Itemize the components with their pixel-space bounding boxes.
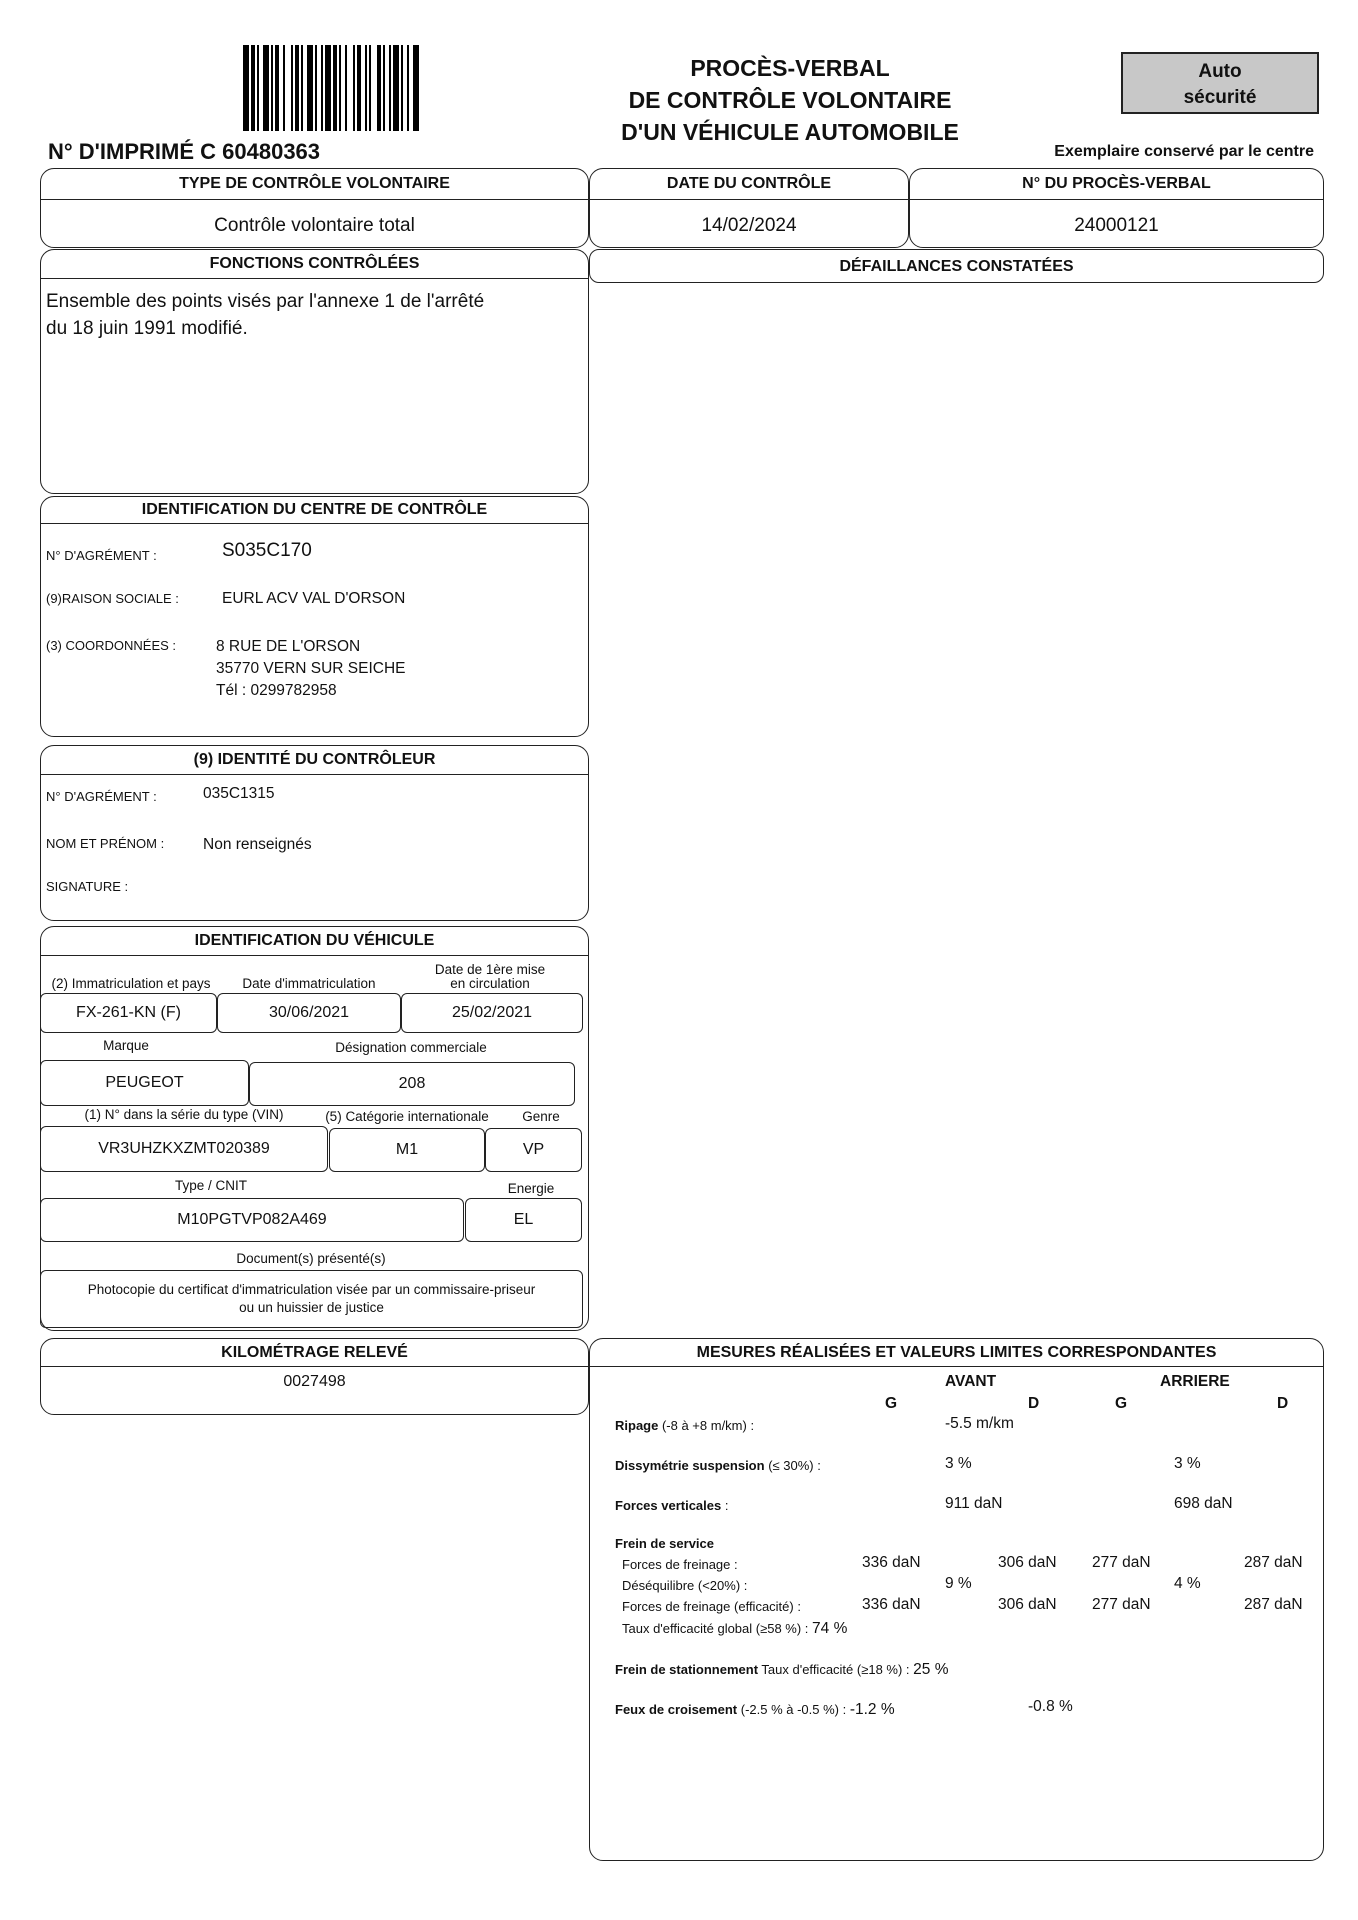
barcode-bar [283,45,285,131]
forces-v-label: Forces verticales [615,1498,722,1513]
genre-value: VP [485,1128,582,1172]
first-circ-label-2: en circulation [450,976,530,991]
ff-avant-d: 306 daN [998,1554,1057,1571]
feux-row [615,1701,895,1719]
avant-g-header: G [885,1395,898,1412]
docs-value [40,1270,583,1328]
barcode-bar [251,45,255,131]
dissym-row [615,1458,821,1473]
date-immat-label: Date d'immatriculation [242,976,376,991]
first-circ-label [400,963,580,991]
ripage-label: Ripage [615,1418,659,1433]
barcode-bar [321,45,323,131]
ff-avant-g: 336 daN [862,1554,921,1571]
title-line-2: DE CONTRÔLE VOLONTAIRE [628,87,952,113]
ripage-value: -5.5 m/km [945,1415,1014,1432]
control-date-header: DATE DU CONTRÔLE [590,169,908,200]
controller-agrement-value: 035C1315 [203,785,275,802]
center-box [40,496,589,737]
ff-arriere-d: 287 daN [1244,1554,1303,1571]
ripage-row [615,1418,754,1433]
ffe-avant-d: 306 daN [998,1596,1057,1613]
first-circ-value: 25/02/2021 [401,993,583,1033]
type-cnit-label: Type / CNIT [174,1178,247,1193]
ffe-arriere-g: 277 daN [1092,1596,1151,1613]
first-circ-label-1: Date de 1ère mise [434,962,546,977]
barcode-bar [263,45,269,131]
barcode-bar [401,45,403,131]
center-coord-line-2: 35770 VERN SUR SEICHE [216,660,406,677]
center-agrement-value: S035C170 [222,540,312,561]
arriere-header: ARRIERE [1160,1373,1230,1390]
brand-box [1121,52,1319,114]
pv-number-box [909,168,1324,248]
taux-row [622,1620,847,1638]
barcode-bar [339,45,341,131]
mileage-box [40,1338,589,1415]
vehicle-box [40,926,589,1331]
functions-text [46,288,484,342]
genre-label: Genre [522,1109,560,1124]
deseq-arriere: 4 % [1174,1575,1201,1592]
stationnement-label: Frein de stationnement [615,1662,759,1677]
measures-header: MESURES RÉALISÉES ET VALEURS LIMITES CORRESPONDANTES [590,1339,1323,1367]
barcode-bar [377,45,381,131]
brand-line-1: Auto [1198,61,1242,82]
barcode-bar [315,45,317,131]
barcode-bar [345,45,347,131]
dissym-avant: 3 % [945,1455,972,1472]
arriere-g-header: G [1115,1395,1128,1412]
mileage-value: 0027498 [283,1373,346,1390]
categorie-value: M1 [329,1128,485,1172]
barcode-bar [393,45,399,131]
marque-value: PEUGEOT [40,1060,249,1106]
center-coord-label: (3) COORDONNÉES : [46,638,177,653]
vehicle-header: IDENTIFICATION DU VÉHICULE [41,927,588,956]
energie-value: EL [465,1198,582,1242]
stationnement-row [615,1661,949,1679]
copy-note: Exemplaire conservé par le centre [1054,143,1314,160]
center-coord-line-1: 8 RUE DE L'ORSON [216,638,361,655]
brand-line-2: sécurité [1183,87,1257,108]
stationnement-value: 25 % [913,1661,949,1678]
controller-header: (9) IDENTITÉ DU CONTRÔLEUR [41,746,588,775]
barcode-bar [369,45,371,131]
barcode-bar [275,45,279,131]
barcode-bar [365,45,367,131]
ff-label: Forces de freinage : [622,1557,738,1572]
energie-label: Energie [507,1181,555,1196]
arriere-d-header: D [1277,1395,1289,1412]
forces-v-limit: : [724,1498,729,1513]
barcode-bar [291,45,293,131]
control-type-box [40,168,589,248]
barcode-bar [271,45,273,131]
ffe-label: Forces de freinage (efficacité) : [622,1599,801,1614]
ff-arriere-g: 277 daN [1092,1554,1151,1571]
forces-v-avant: 911 daN [945,1495,1003,1512]
ffe-arriere-d: 287 daN [1244,1596,1303,1613]
taux-label: Taux d'efficacité global (≥58 %) : [622,1621,809,1636]
barcode-bar [325,45,331,131]
stationnement-limit: Taux d'efficacité (≥18 %) : [761,1662,910,1677]
center-raison-value: EURL ACV VAL D'ORSON [222,590,406,607]
feux-label: Feux de croisement [615,1702,738,1717]
date-immat-value: 30/06/2021 [217,993,401,1033]
barcode-bar [357,45,361,131]
immat-value: FX-261-KN (F) [40,993,217,1033]
measures-box [589,1338,1324,1861]
designation-label: Désignation commerciale [335,1040,487,1055]
controller-name-label: NOM ET PRÉNOM : [46,836,165,851]
title-line-3: D'UN VÉHICULE AUTOMOBILE [621,119,959,145]
feux-limit: (-2.5 % à -0.5 %) : [740,1702,847,1717]
center-agrement-label: N° D'AGRÉMENT : [46,548,157,563]
docs-line-1: Photocopie du certificat d'immatriculation visée par un commissaire-priseur [87,1282,536,1297]
designation-value: 208 [249,1062,575,1106]
functions-line-2: du 18 juin 1991 modifié. [46,318,248,339]
barcode-bar [307,45,313,131]
barcode-bar [353,45,355,131]
center-header: IDENTIFICATION DU CENTRE DE CONTRÔLE [41,497,588,524]
functions-box [40,249,589,494]
docs-label: Document(s) présenté(s) [236,1251,386,1266]
feux-d: -0.8 % [1028,1698,1073,1715]
avant-header: AVANT [945,1373,997,1390]
controller-name-value: Non renseignés [203,836,312,853]
barcode [243,45,465,131]
pv-number-value: 24000121 [1074,215,1159,236]
mileage-header: KILOMÉTRAGE RELEVÉ [41,1339,588,1367]
defects-header: DÉFAILLANCES CONSTATÉES [839,258,1074,275]
control-type-value: Contrôle volontaire total [214,215,415,236]
barcode-bar [333,45,337,131]
marque-label: Marque [103,1038,149,1053]
defects-box [589,249,1324,283]
barcode-bar [301,45,303,131]
deseq-avant: 9 % [945,1575,972,1592]
controller-signature-label: SIGNATURE : [46,879,129,894]
title-line-1: PROCÈS-VERBAL [690,55,890,81]
controller-box [40,745,589,921]
barcode-bar [413,45,419,131]
dissym-limit: (≤ 30%) : [768,1458,821,1473]
document-title [590,52,990,148]
functions-line-1: Ensemble des points visés par l'annexe 1 de l'arrêté [46,291,485,312]
functions-header: FONCTIONS CONTRÔLÉES [41,250,588,279]
vin-value: VR3UHZKXZMT020389 [40,1126,328,1172]
barcode-bar [243,45,249,131]
barcode-bar [295,45,299,131]
immat-label: (2) Immatriculation et pays [51,976,211,991]
docs-line-2: ou un huissier de justice [239,1300,384,1315]
forces-v-row [615,1498,728,1513]
barcode-bar [383,45,385,131]
dissym-arriere: 3 % [1174,1455,1201,1472]
print-number: N° D'IMPRIMÉ C 60480363 [48,139,321,164]
categorie-label: (5) Catégorie internationale [325,1109,489,1124]
vin-label: (1) N° dans la série du type (VIN) [84,1107,284,1122]
control-type-header: TYPE DE CONTRÔLE VOLONTAIRE [41,169,588,200]
taux-value: 74 % [812,1620,848,1637]
controller-agrement-label: N° D'AGRÉMENT : [46,789,157,804]
pv-number-header: N° DU PROCÈS-VERBAL [910,169,1323,200]
center-coord-line-3: Tél : 0299782958 [216,682,337,699]
ripage-limit: (-8 à +8 m/km) : [661,1418,755,1433]
feux-g: -1.2 % [849,1701,895,1718]
type-cnit-value: M10PGTVP082A469 [40,1198,464,1242]
barcode-bar [257,45,259,131]
forces-v-arriere: 698 daN [1174,1495,1233,1512]
deseq-label: Déséquilibre (<20%) : [622,1578,748,1593]
control-date-box [589,168,909,248]
control-date-value: 14/02/2024 [701,215,797,236]
barcode-bar [407,45,409,131]
dissym-label: Dissymétrie suspension [615,1458,765,1473]
center-raison-label: (9)RAISON SOCIALE : [46,591,179,606]
frein-service-label: Frein de service [615,1536,714,1551]
barcode-bar [389,45,391,131]
ffe-avant-g: 336 daN [862,1596,921,1613]
avant-d-header: D [1028,1395,1040,1412]
